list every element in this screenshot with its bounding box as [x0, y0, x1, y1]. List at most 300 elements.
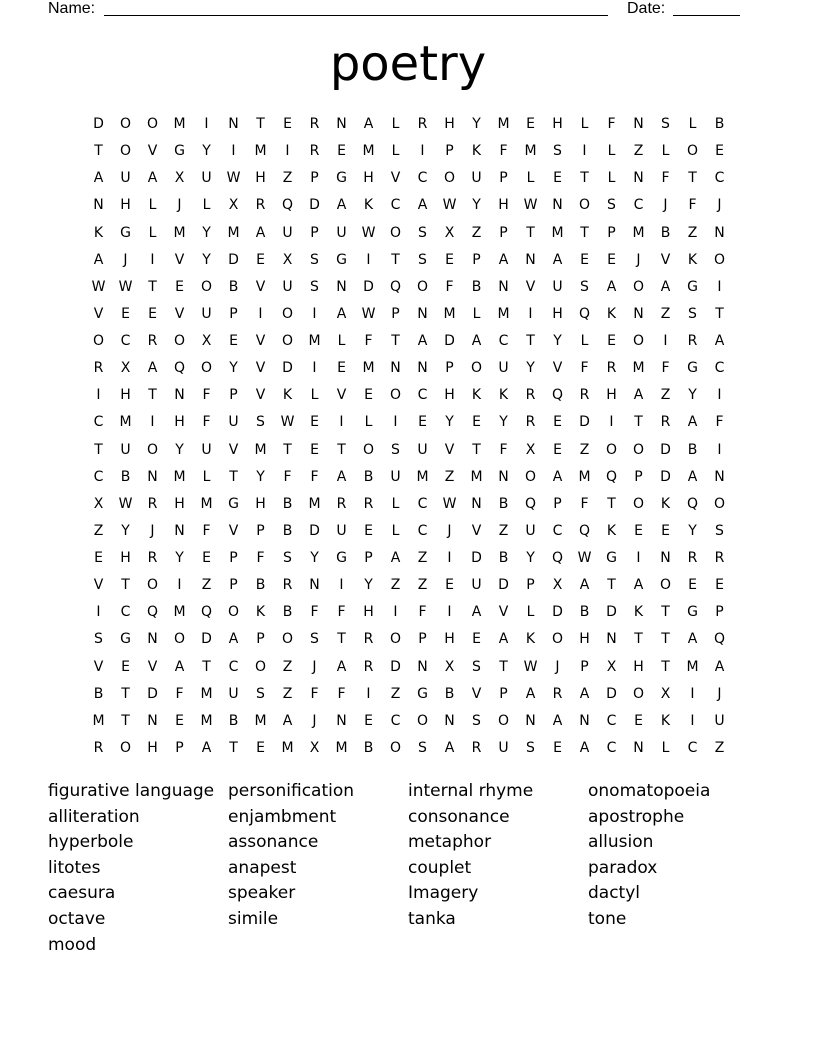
grid-cell[interactable]: S — [580, 278, 589, 295]
grid-cell[interactable]: N — [633, 170, 644, 187]
grid-cell[interactable]: F — [202, 387, 211, 404]
grid-cell[interactable]: M — [362, 143, 375, 160]
grid-cell[interactable]: B — [228, 278, 239, 295]
grid-cell[interactable]: V — [147, 143, 158, 160]
grid-cell[interactable]: V — [93, 577, 104, 594]
grid-cell[interactable]: N — [714, 224, 725, 241]
grid-cell[interactable]: Z — [714, 739, 725, 756]
grid-cell[interactable]: J — [663, 197, 668, 214]
grid-cell[interactable]: O — [146, 441, 159, 458]
grid-cell[interactable]: E — [175, 278, 184, 295]
grid-cell[interactable]: L — [526, 170, 535, 187]
grid-cell[interactable]: A — [687, 468, 698, 485]
grid-cell[interactable]: U — [714, 712, 725, 729]
grid-cell[interactable]: R — [363, 658, 374, 675]
grid-cell[interactable]: B — [363, 739, 374, 756]
grid-cell[interactable]: N — [552, 197, 563, 214]
grid-cell[interactable]: O — [254, 658, 267, 675]
grid-cell[interactable]: A — [579, 739, 590, 756]
grid-cell[interactable]: D — [363, 278, 374, 295]
grid-cell[interactable]: I — [420, 143, 425, 160]
grid-cell[interactable]: Y — [229, 360, 238, 377]
grid-cell[interactable]: Z — [201, 577, 212, 594]
grid-cell[interactable]: T — [391, 251, 400, 268]
grid-cell[interactable]: V — [228, 441, 239, 458]
grid-cell[interactable]: S — [283, 550, 292, 566]
grid-cell[interactable]: O — [416, 712, 429, 729]
grid-cell[interactable]: K — [255, 604, 266, 621]
grid-cell[interactable]: I — [393, 604, 398, 621]
grid-cell[interactable]: T — [472, 441, 481, 458]
grid-cell[interactable]: U — [552, 278, 563, 295]
grid-cell[interactable]: A — [498, 631, 509, 648]
grid-cell[interactable]: F — [310, 468, 319, 485]
grid-cell[interactable]: E — [472, 631, 481, 648]
grid-cell[interactable]: R — [606, 360, 617, 377]
grid-cell[interactable]: D — [201, 631, 212, 648]
grid-cell[interactable]: L — [202, 197, 211, 214]
grid-cell[interactable]: T — [148, 278, 157, 295]
grid-cell[interactable]: E — [553, 739, 562, 756]
grid-cell[interactable]: O — [470, 360, 483, 377]
grid-cell[interactable]: B — [93, 685, 104, 702]
grid-cell[interactable]: P — [256, 631, 265, 648]
grid-cell[interactable]: A — [255, 224, 266, 241]
grid-cell[interactable]: T — [580, 170, 589, 187]
grid-cell[interactable]: U — [336, 224, 347, 241]
grid-cell[interactable]: B — [444, 685, 455, 702]
grid-cell[interactable]: D — [390, 658, 401, 675]
grid-cell[interactable]: D — [471, 550, 482, 566]
grid-cell[interactable]: H — [120, 197, 131, 214]
grid-cell[interactable]: V — [255, 278, 266, 295]
grid-cell[interactable]: A — [687, 414, 698, 431]
grid-cell[interactable]: I — [717, 387, 722, 404]
grid-cell[interactable]: X — [174, 170, 185, 187]
grid-cell[interactable]: F — [283, 468, 292, 485]
grid-cell[interactable]: S — [391, 441, 400, 458]
grid-cell[interactable]: P — [445, 143, 454, 160]
grid-cell[interactable]: S — [418, 251, 427, 268]
grid-cell[interactable]: L — [688, 116, 697, 132]
grid-cell[interactable]: I — [285, 143, 290, 160]
grid-cell[interactable]: H — [255, 495, 266, 512]
grid-cell[interactable]: N — [471, 495, 482, 512]
grid-cell[interactable]: V — [471, 522, 482, 539]
grid-cell[interactable]: H — [606, 387, 617, 404]
grid-cell[interactable]: M — [632, 360, 645, 377]
grid-cell[interactable]: V — [525, 278, 536, 295]
grid-cell[interactable]: F — [607, 116, 616, 132]
grid-cell[interactable]: A — [147, 170, 158, 187]
grid-cell[interactable]: F — [499, 143, 508, 160]
grid-cell[interactable]: O — [632, 685, 645, 702]
grid-cell[interactable]: O — [200, 360, 213, 377]
grid-cell[interactable]: V — [444, 441, 455, 458]
grid-cell[interactable]: T — [607, 577, 616, 594]
grid-cell[interactable]: H — [363, 170, 374, 187]
grid-cell[interactable]: U — [282, 278, 293, 295]
grid-cell[interactable]: W — [91, 278, 106, 295]
grid-cell[interactable]: P — [229, 387, 238, 404]
grid-cell[interactable]: D — [309, 197, 320, 214]
grid-cell[interactable]: V — [147, 658, 158, 675]
grid-cell[interactable]: M — [335, 739, 348, 756]
grid-cell[interactable]: C — [498, 333, 509, 349]
grid-cell[interactable]: Q — [389, 278, 402, 295]
grid-cell[interactable]: E — [337, 360, 346, 377]
grid-cell[interactable]: I — [96, 387, 101, 404]
grid-cell[interactable]: P — [229, 550, 238, 566]
grid-cell[interactable]: I — [717, 441, 722, 458]
grid-cell[interactable]: Y — [553, 333, 562, 349]
grid-cell[interactable]: S — [418, 739, 427, 756]
grid-cell[interactable]: U — [498, 739, 509, 756]
grid-cell[interactable]: I — [150, 414, 155, 431]
grid-cell[interactable]: P — [499, 170, 508, 187]
grid-cell[interactable]: D — [498, 577, 509, 594]
grid-cell[interactable]: Y — [175, 550, 184, 566]
grid-cell[interactable]: I — [447, 550, 452, 566]
grid-cell[interactable]: B — [687, 441, 698, 458]
grid-cell[interactable]: V — [498, 604, 509, 621]
grid-cell[interactable]: E — [94, 550, 103, 566]
grid-cell[interactable]: G — [606, 550, 617, 566]
grid-cell[interactable]: K — [282, 387, 293, 404]
grid-cell[interactable]: O — [713, 251, 726, 268]
grid-cell[interactable]: R — [309, 116, 320, 132]
grid-cell[interactable]: M — [497, 305, 510, 322]
grid-cell[interactable]: Q — [551, 550, 564, 566]
grid-cell[interactable]: Y — [445, 414, 454, 431]
grid-cell[interactable]: N — [336, 712, 347, 729]
grid-cell[interactable]: T — [337, 631, 346, 648]
grid-cell[interactable]: T — [337, 441, 346, 458]
grid-cell[interactable]: Z — [390, 685, 401, 702]
grid-cell[interactable]: V — [660, 251, 671, 268]
grid-cell[interactable]: K — [471, 387, 482, 404]
grid-cell[interactable]: A — [660, 278, 671, 295]
grid-cell[interactable]: C — [93, 468, 104, 485]
grid-cell[interactable]: I — [582, 143, 587, 160]
grid-cell[interactable]: U — [201, 441, 212, 458]
grid-cell[interactable]: A — [336, 197, 347, 214]
grid-cell[interactable]: S — [688, 305, 697, 322]
grid-cell[interactable]: I — [204, 116, 209, 132]
grid-cell[interactable]: W — [523, 197, 538, 214]
grid-cell[interactable]: X — [228, 197, 239, 214]
grid-cell[interactable]: I — [339, 414, 344, 431]
grid-cell[interactable]: P — [553, 495, 562, 512]
grid-cell[interactable]: Y — [175, 441, 184, 458]
grid-cell[interactable]: E — [121, 305, 130, 322]
grid-cell[interactable]: M — [416, 468, 429, 485]
grid-cell[interactable]: N — [714, 468, 725, 485]
grid-cell[interactable]: F — [256, 550, 265, 566]
grid-cell[interactable]: A — [552, 712, 563, 729]
grid-cell[interactable]: D — [309, 522, 320, 539]
grid-cell[interactable]: E — [202, 550, 211, 566]
grid-cell[interactable]: T — [499, 658, 508, 675]
grid-cell[interactable]: U — [201, 305, 212, 322]
grid-cell[interactable]: A — [93, 251, 104, 268]
grid-cell[interactable]: O — [173, 631, 186, 648]
grid-cell[interactable]: E — [634, 522, 643, 539]
grid-cell[interactable]: E — [715, 143, 724, 160]
grid-cell[interactable]: M — [470, 468, 483, 485]
grid-cell[interactable]: M — [443, 305, 456, 322]
grid-cell[interactable]: L — [526, 604, 535, 621]
grid-cell[interactable]: W — [118, 495, 133, 512]
grid-cell[interactable]: F — [715, 414, 724, 431]
grid-cell[interactable]: J — [177, 197, 182, 214]
grid-cell[interactable]: T — [715, 305, 724, 322]
grid-cell[interactable]: N — [147, 631, 158, 648]
grid-cell[interactable]: E — [634, 712, 643, 729]
grid-cell[interactable]: N — [228, 116, 239, 132]
grid-cell[interactable]: A — [201, 739, 212, 756]
grid-cell[interactable]: R — [714, 550, 725, 566]
grid-cell[interactable]: V — [471, 685, 482, 702]
grid-cell[interactable]: O — [497, 712, 510, 729]
grid-cell[interactable]: A — [552, 251, 563, 268]
grid-cell[interactable]: Z — [282, 685, 293, 702]
grid-cell[interactable]: F — [661, 360, 670, 377]
grid-cell[interactable]: R — [525, 414, 536, 431]
grid-cell[interactable]: J — [123, 251, 128, 268]
grid-cell[interactable]: H — [120, 387, 131, 404]
grid-cell[interactable]: W — [523, 658, 538, 675]
grid-cell[interactable]: K — [93, 224, 104, 241]
grid-cell[interactable]: S — [526, 739, 535, 756]
grid-cell[interactable]: F — [337, 604, 346, 621]
grid-cell[interactable]: M — [524, 143, 537, 160]
grid-cell[interactable]: F — [580, 495, 589, 512]
grid-cell[interactable]: X — [120, 360, 131, 377]
grid-cell[interactable]: H — [174, 414, 185, 431]
grid-cell[interactable]: C — [417, 522, 428, 539]
grid-cell[interactable]: M — [92, 712, 105, 729]
grid-cell[interactable]: P — [229, 577, 238, 594]
grid-cell[interactable]: P — [364, 550, 373, 566]
grid-cell[interactable]: O — [389, 387, 402, 404]
grid-cell[interactable]: P — [526, 577, 535, 594]
grid-cell[interactable]: A — [579, 685, 590, 702]
grid-cell[interactable]: N — [417, 360, 428, 377]
grid-cell[interactable]: M — [308, 495, 321, 512]
grid-cell[interactable]: P — [256, 522, 265, 539]
grid-cell[interactable]: V — [255, 360, 266, 377]
grid-cell[interactable]: E — [310, 441, 319, 458]
grid-cell[interactable]: E — [715, 577, 724, 594]
grid-cell[interactable]: G — [120, 224, 131, 241]
grid-cell[interactable]: T — [94, 441, 103, 458]
grid-cell[interactable]: R — [552, 685, 563, 702]
grid-cell[interactable]: J — [447, 522, 452, 539]
grid-cell[interactable]: V — [336, 387, 347, 404]
grid-cell[interactable]: K — [363, 197, 374, 214]
grid-cell[interactable]: I — [528, 305, 533, 322]
grid-cell[interactable]: N — [147, 468, 158, 485]
grid-cell[interactable]: Y — [472, 197, 481, 214]
grid-cell[interactable]: B — [228, 712, 239, 729]
grid-cell[interactable]: N — [174, 522, 185, 539]
grid-cell[interactable]: G — [120, 631, 131, 648]
grid-cell[interactable]: R — [255, 197, 266, 214]
grid-cell[interactable]: M — [308, 333, 321, 349]
grid-cell[interactable]: T — [634, 414, 643, 431]
grid-cell[interactable]: Z — [471, 224, 482, 241]
grid-cell[interactable]: Y — [688, 522, 697, 539]
grid-cell[interactable]: P — [445, 360, 454, 377]
grid-cell[interactable]: P — [229, 305, 238, 322]
grid-cell[interactable]: M — [119, 414, 132, 431]
grid-cell[interactable]: X — [660, 685, 671, 702]
grid-cell[interactable]: P — [580, 658, 589, 675]
grid-cell[interactable]: C — [390, 712, 401, 729]
grid-cell[interactable]: N — [174, 387, 185, 404]
grid-cell[interactable]: L — [391, 522, 400, 539]
grid-cell[interactable]: E — [364, 522, 373, 539]
grid-cell[interactable]: O — [686, 143, 699, 160]
grid-cell[interactable]: Z — [579, 441, 590, 458]
grid-cell[interactable]: B — [498, 550, 509, 566]
grid-cell[interactable]: A — [336, 468, 347, 485]
grid-cell[interactable]: B — [498, 495, 509, 512]
grid-cell[interactable]: E — [229, 333, 238, 349]
grid-cell[interactable]: T — [634, 631, 643, 648]
grid-cell[interactable]: K — [471, 143, 482, 160]
grid-cell[interactable]: L — [607, 143, 616, 160]
grid-cell[interactable]: H — [444, 387, 455, 404]
grid-cell[interactable]: I — [339, 577, 344, 594]
grid-cell[interactable]: R — [660, 414, 671, 431]
grid-cell[interactable]: N — [633, 116, 644, 132]
grid-cell[interactable]: V — [390, 170, 401, 187]
grid-cell[interactable]: N — [633, 739, 644, 756]
grid-cell[interactable]: Z — [444, 468, 455, 485]
grid-cell[interactable]: A — [579, 577, 590, 594]
grid-cell[interactable]: C — [633, 197, 644, 214]
grid-cell[interactable]: O — [200, 278, 213, 295]
grid-cell[interactable]: B — [363, 468, 374, 485]
grid-cell[interactable]: G — [336, 170, 347, 187]
grid-cell[interactable]: A — [687, 631, 698, 648]
grid-cell[interactable]: V — [228, 522, 239, 539]
grid-cell[interactable]: O — [146, 116, 159, 132]
grid-cell[interactable]: I — [312, 305, 317, 322]
grid-cell[interactable]: E — [445, 251, 454, 268]
grid-cell[interactable]: S — [472, 658, 481, 675]
grid-cell[interactable]: N — [579, 712, 590, 729]
grid-cell[interactable]: Z — [390, 577, 401, 594]
grid-cell[interactable]: Q — [146, 604, 159, 621]
grid-cell[interactable]: A — [336, 305, 347, 322]
grid-cell[interactable]: A — [363, 116, 374, 132]
grid-cell[interactable]: I — [150, 251, 155, 268]
grid-cell[interactable]: S — [553, 143, 562, 160]
grid-cell[interactable]: N — [633, 305, 644, 322]
grid-cell[interactable]: J — [717, 197, 722, 214]
grid-cell[interactable]: F — [499, 441, 508, 458]
grid-cell[interactable]: A — [417, 197, 428, 214]
grid-cell[interactable]: Y — [526, 550, 535, 566]
grid-cell[interactable]: S — [310, 278, 319, 295]
grid-cell[interactable]: U — [525, 522, 536, 539]
grid-cell[interactable]: O — [632, 333, 645, 349]
grid-cell[interactable]: G — [228, 495, 239, 512]
grid-cell[interactable]: E — [310, 414, 319, 431]
grid-cell[interactable]: H — [579, 631, 590, 648]
grid-cell[interactable]: R — [579, 387, 590, 404]
grid-cell[interactable]: F — [445, 278, 454, 295]
grid-cell[interactable]: M — [632, 224, 645, 241]
grid-cell[interactable]: Z — [417, 577, 428, 594]
grid-cell[interactable]: E — [418, 414, 427, 431]
grid-cell[interactable]: F — [310, 685, 319, 702]
grid-cell[interactable]: A — [336, 658, 347, 675]
grid-cell[interactable]: D — [660, 468, 671, 485]
grid-cell[interactable]: V — [174, 305, 185, 322]
grid-cell[interactable]: Z — [282, 170, 293, 187]
grid-cell[interactable]: D — [93, 116, 104, 132]
grid-cell[interactable]: I — [312, 360, 317, 377]
grid-cell[interactable]: B — [255, 577, 266, 594]
grid-cell[interactable]: J — [312, 712, 317, 729]
grid-cell[interactable]: O — [362, 441, 375, 458]
grid-cell[interactable]: Y — [202, 224, 211, 241]
grid-cell[interactable]: R — [309, 143, 320, 160]
grid-cell[interactable]: O — [92, 333, 105, 349]
grid-cell[interactable]: H — [444, 116, 455, 132]
grid-cell[interactable]: T — [148, 387, 157, 404]
grid-cell[interactable]: I — [663, 333, 668, 349]
grid-cell[interactable]: U — [228, 414, 239, 431]
grid-cell[interactable]: C — [120, 333, 131, 349]
grid-cell[interactable]: A — [471, 604, 482, 621]
grid-cell[interactable]: T — [256, 116, 265, 132]
grid-cell[interactable]: O — [659, 577, 672, 594]
grid-cell[interactable]: Z — [660, 305, 671, 322]
grid-cell[interactable]: W — [226, 170, 241, 187]
grid-cell[interactable]: O — [713, 495, 726, 512]
grid-cell[interactable]: N — [309, 577, 320, 594]
grid-cell[interactable]: O — [524, 468, 537, 485]
grid-cell[interactable]: O — [632, 278, 645, 295]
grid-cell[interactable]: U — [390, 468, 401, 485]
grid-cell[interactable]: R — [687, 550, 698, 566]
grid-cell[interactable]: X — [444, 658, 455, 675]
grid-cell[interactable]: N — [498, 278, 509, 295]
grid-cell[interactable]: I — [393, 414, 398, 431]
grid-cell[interactable]: F — [175, 685, 184, 702]
grid-cell[interactable]: P — [418, 631, 427, 648]
grid-cell[interactable]: R — [525, 387, 536, 404]
grid-cell[interactable]: H — [363, 604, 374, 621]
grid-cell[interactable]: L — [472, 305, 481, 322]
grid-cell[interactable]: M — [686, 658, 699, 675]
grid-cell[interactable]: T — [121, 712, 130, 729]
grid-cell[interactable]: U — [498, 360, 509, 377]
grid-cell[interactable]: Y — [499, 414, 508, 431]
grid-cell[interactable]: Y — [310, 550, 319, 566]
grid-cell[interactable]: E — [472, 414, 481, 431]
grid-cell[interactable]: M — [173, 116, 186, 132]
grid-cell[interactable]: T — [661, 658, 670, 675]
grid-cell[interactable]: T — [94, 143, 103, 160]
grid-cell[interactable]: M — [200, 712, 213, 729]
grid-cell[interactable]: N — [93, 197, 104, 214]
